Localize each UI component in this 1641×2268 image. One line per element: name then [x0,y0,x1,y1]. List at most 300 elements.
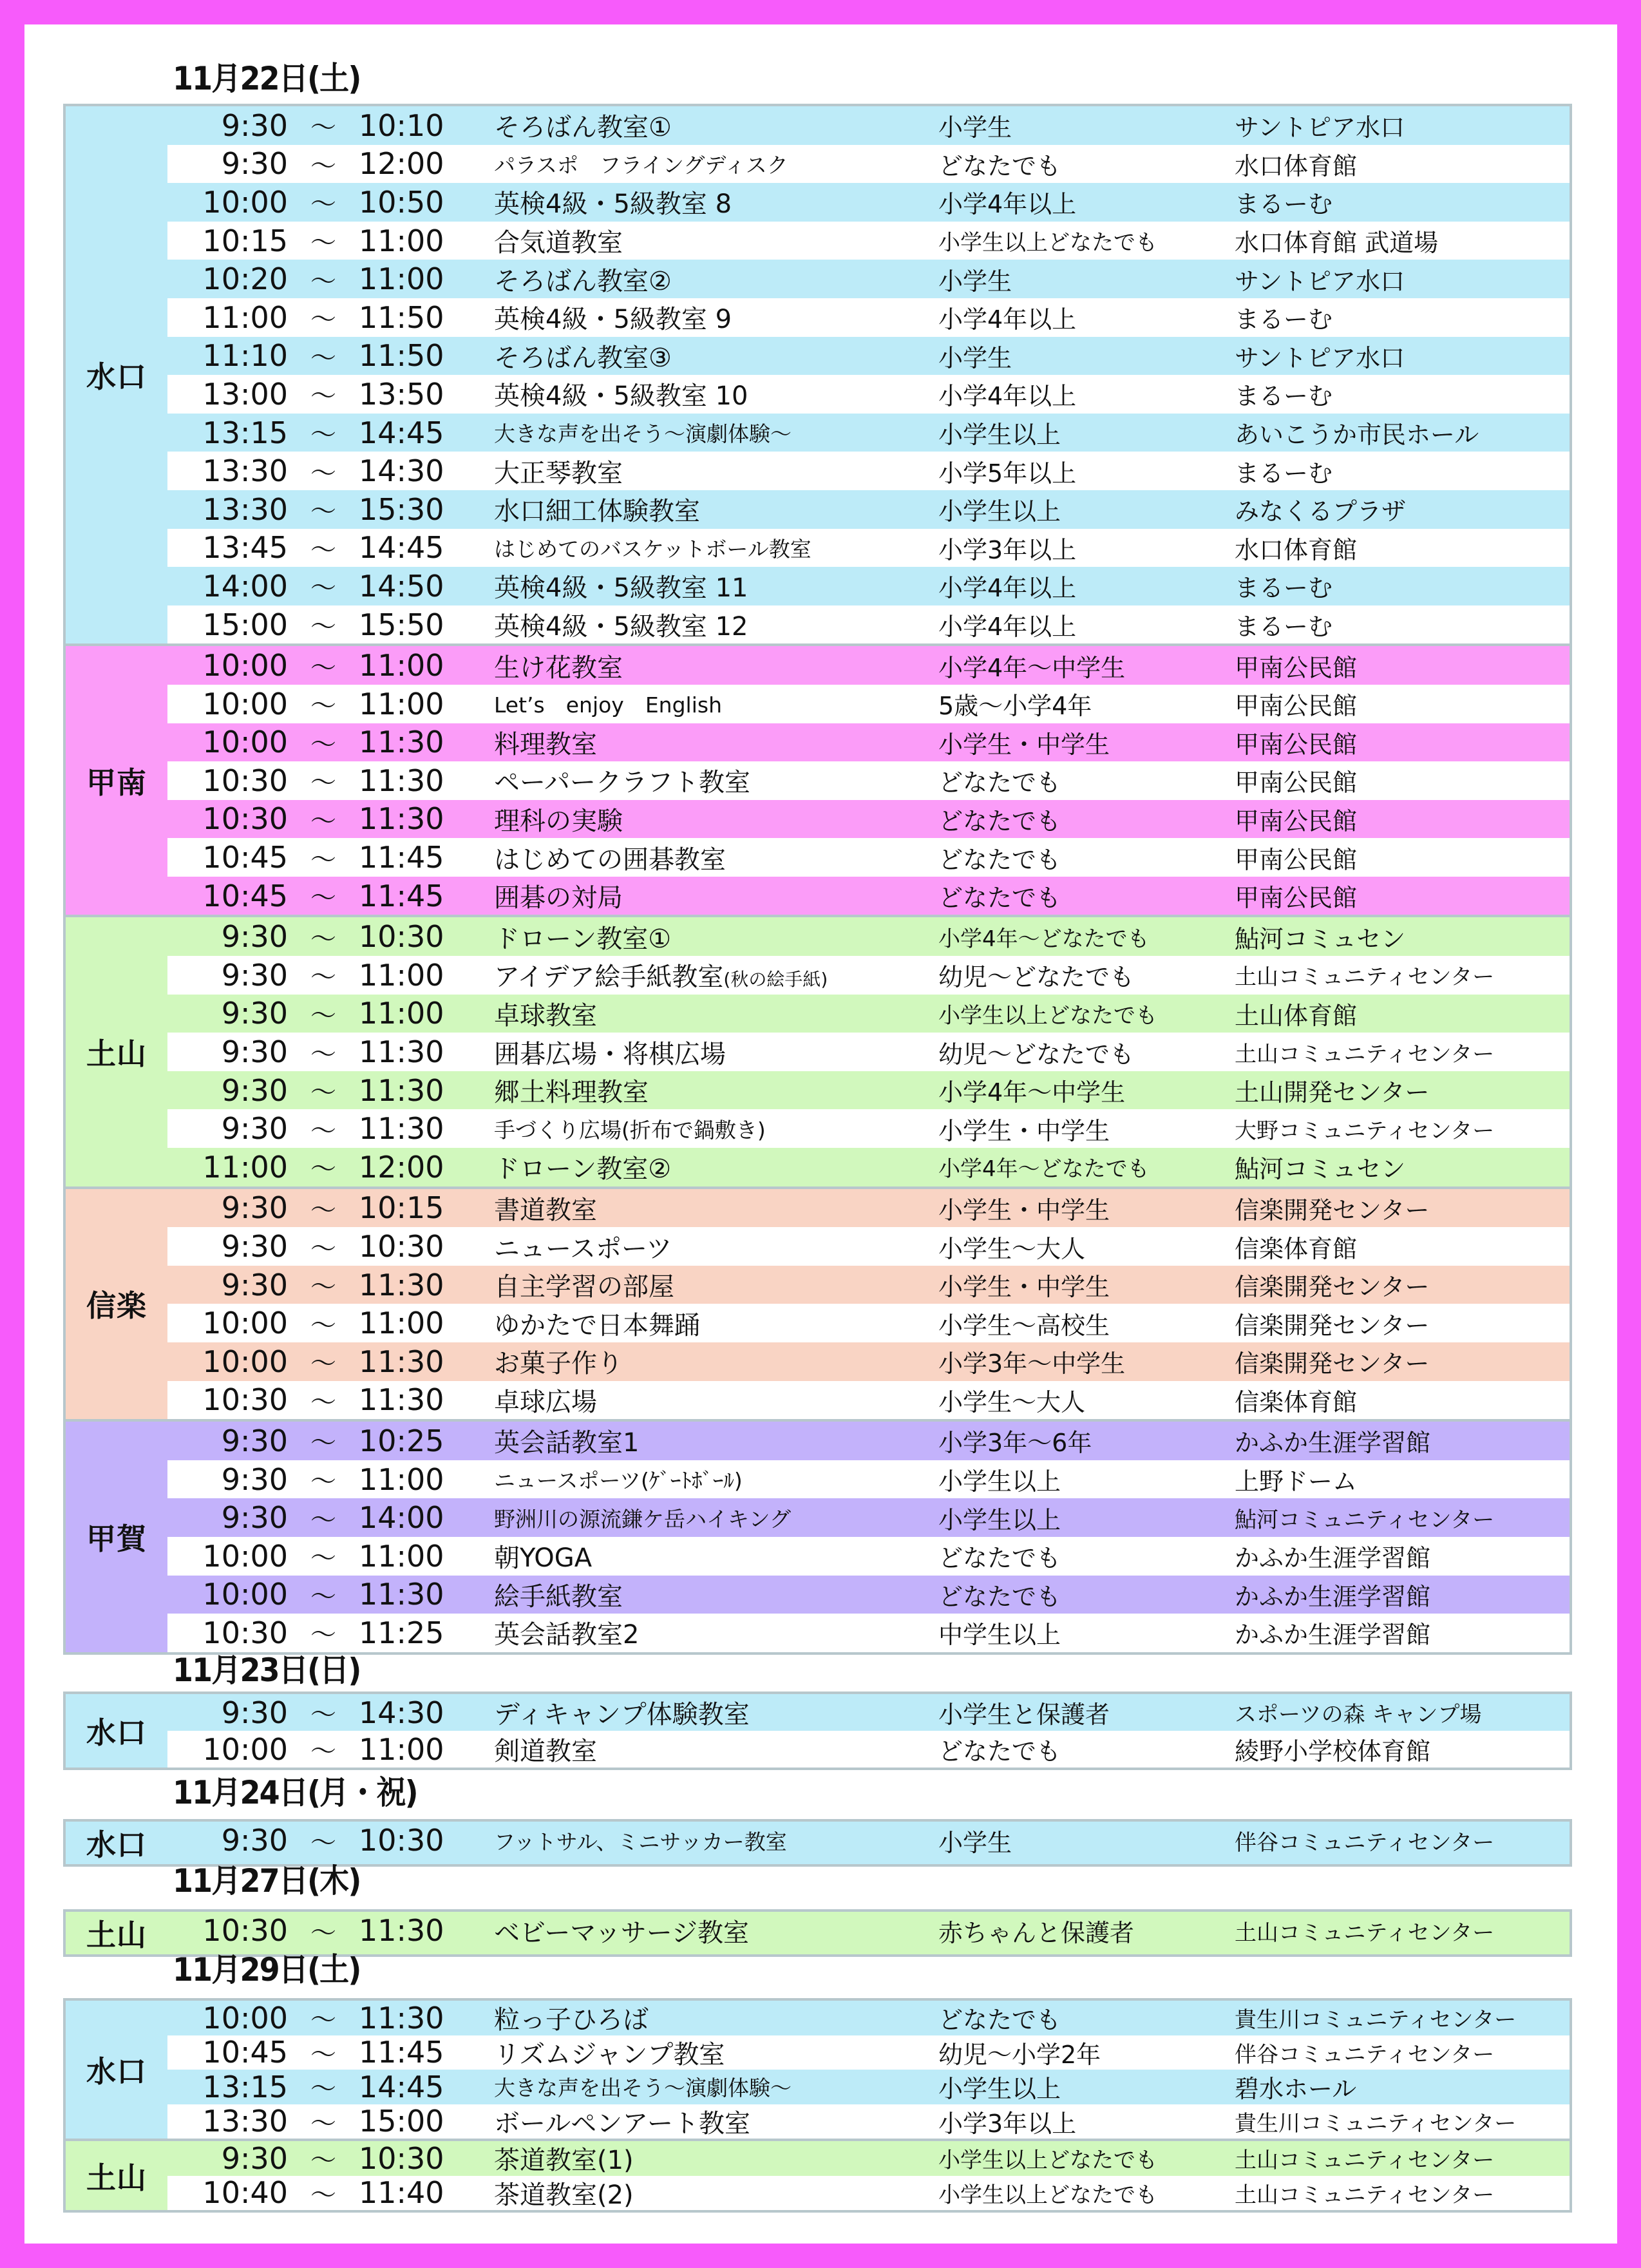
end-time: 11:30 [359,1111,444,1147]
schedule-table-day-1 [63,104,1572,1655]
target-audience: 小学3年～中学生 [938,1349,1126,1378]
end-time: 11:45 [359,840,444,875]
target-audience: どなたでも [938,1544,1061,1573]
end-time: 11:30 [359,1267,444,1302]
end-time: 11:30 [359,1382,444,1418]
event-row [167,298,1570,337]
start-time: 9:30 [221,919,288,955]
region-group [66,2139,1570,2210]
venue: 伴谷コミュニティセンター [1235,1829,1495,1856]
start-time: 11:00 [202,1149,288,1185]
program-name [494,2072,792,2102]
program-name [494,1072,649,1109]
program-name-text: 囲碁広場・将棋広場 [494,1039,726,1069]
start-time: 10:30 [202,1913,288,1948]
time-separator: ～ [310,1039,336,1069]
target-audience: 小学生 [938,113,1012,142]
time-separator: ～ [310,844,336,875]
start-time: 9:30 [221,1072,288,1108]
venue: 甲南公民館 [1235,653,1358,682]
event-row [167,685,1570,723]
start-time: 9:30 [221,1500,288,1536]
event-row [167,1731,1570,1768]
time-separator: ～ [310,1078,336,1108]
program-name-text: お菓子作り [494,1349,623,1379]
program-name-text: そろばん教室① [494,113,672,143]
program-name [494,1538,592,1574]
program-name [494,1999,649,2036]
start-time: 10:45 [202,840,288,875]
start-time: 9:30 [221,108,288,143]
time-separator: ～ [310,1349,336,1379]
end-time: 14:45 [359,530,444,566]
start-time: 10:00 [202,184,288,220]
program-name [494,801,623,837]
venue: まるーむ [1235,382,1333,411]
time-separator: ～ [310,1000,336,1031]
program-name-text: ゆかたで日本舞踊 [494,1310,700,1340]
program-name-text: 料理教室 [494,729,597,759]
day-title: 11月23日(日) [173,1652,361,1689]
target-audience: 小学3年～6年 [938,1429,1092,1458]
event-rows [167,106,1570,643]
start-time: 10:40 [202,2175,288,2211]
time-separator: ～ [310,2039,336,2070]
start-time: 10:20 [202,262,288,297]
start-time: 9:30 [221,1229,288,1264]
start-time: 9:30 [221,1111,288,1147]
program-name [494,107,672,144]
event-row [167,761,1570,800]
venue: かふか生涯学習館 [1235,1544,1431,1573]
program-name-text: そろばん教室② [494,266,672,296]
time-separator: ～ [310,768,336,798]
start-time: 10:00 [202,2000,288,2035]
start-time: 10:45 [202,2035,288,2070]
program-name [494,1731,597,1768]
venue: まるーむ [1235,459,1333,488]
target-audience: 小学生と保護者 [938,1701,1110,1729]
program-name [494,1576,623,1613]
event-row [167,452,1570,490]
program-name-text: リズムジャンプ教室 [494,2039,725,2070]
end-time: 11:00 [359,223,444,258]
end-time: 15:00 [359,2104,444,2139]
venue: 鮎河コミュニティセンター [1235,1507,1495,1533]
program-name-text: 絵手紙教室 [494,1581,623,1612]
time-separator: ～ [310,1918,336,1948]
target-audience: 小学生以上どなたでも [938,1002,1157,1029]
start-time: 13:45 [202,530,288,566]
day-title: 11月29日(土) [173,1951,361,1988]
end-time: 10:50 [359,184,444,220]
region-label: 土山 [86,2160,147,2195]
venue: 甲南公民館 [1235,806,1358,835]
program-name [494,1694,750,1731]
end-time: 10:30 [359,1229,444,1264]
program-name [494,2140,634,2177]
program-name-text: 理科の実験 [494,806,623,836]
event-row [167,1912,1570,1949]
venue: 水口体育館 [1235,151,1358,180]
event-row [167,183,1570,222]
end-time: 12:00 [359,146,444,182]
start-time: 13:30 [202,491,288,527]
event-row [167,917,1570,956]
event-row [167,2001,1570,2035]
program-name [494,1825,787,1856]
program-name-note: (秋の絵手紙) [723,969,828,991]
time-separator: ～ [310,1428,336,1458]
target-audience: 小学生 [938,267,1012,296]
event-row [167,1071,1570,1110]
time-separator: ～ [310,228,336,258]
day-title: 11月27日(木) [173,1862,361,1900]
program-name [494,689,722,719]
venue: まるーむ [1235,305,1333,334]
venue: 信楽開発センター [1235,1349,1430,1378]
program-name [494,1034,726,1071]
start-time: 13:15 [202,2069,288,2104]
event-row [167,800,1570,839]
venue: 上野ドーム [1235,1467,1358,1496]
event-row [167,567,1570,605]
target-audience: どなたでも [938,768,1061,797]
program-name-text: フットサル、ミニサッカー教室 [494,1829,787,1854]
time-separator: ～ [310,1700,336,1730]
time-separator: ～ [310,1272,336,1302]
time-separator: ～ [310,883,336,913]
start-time: 9:30 [221,957,288,993]
event-row [167,1460,1570,1499]
event-row [167,2104,1570,2139]
program-name [494,222,623,259]
end-time: 15:30 [359,491,444,527]
end-time: 14:00 [359,1500,444,1536]
program-name-text: アイデア絵手紙教室 [494,962,724,993]
target-audience: 幼児～どなたでも [938,1040,1135,1069]
target-audience: 小学生以上どなたでも [938,230,1157,256]
start-time: 10:00 [202,1577,288,1612]
end-time: 11:00 [359,1731,444,1767]
program-name-text: 合気道教室 [494,228,623,258]
start-time: 10:45 [202,878,288,913]
program-name-text: ドローン教室① [494,924,672,954]
program-name [494,995,597,1032]
venue: かふか生涯学習館 [1235,1582,1431,1611]
venue: まるーむ [1235,190,1333,219]
program-name [494,1382,597,1418]
target-audience: 小学生～大人 [938,1387,1086,1416]
program-name-text: 英検4級・5級教室 11 [494,573,748,604]
start-time: 10:00 [202,1306,288,1341]
program-name-text: 英検4級・5級教室 8 [494,189,732,220]
target-audience: どなたでも [938,884,1061,913]
event-rows [167,646,1570,915]
time-separator: ～ [310,1543,336,1574]
time-separator: ～ [310,2005,336,2035]
target-audience: 小学生～高校生 [938,1311,1110,1340]
schedule-table-day-4 [63,1909,1572,1957]
event-row [167,414,1570,452]
target-audience: どなたでも [938,1582,1061,1611]
program-name-text: ベビーマッサージ教室 [494,1918,749,1948]
program-name-text: ニュースポーツ(ｹﾞｰﾄﾎﾞｰﾙ) [494,1468,743,1494]
target-audience: 小学3年以上 [938,2109,1077,2138]
event-rows [167,1822,1570,1864]
end-time: 11:00 [359,648,444,683]
program-name-text: ボールペンアート教室 [494,2108,750,2139]
program-name [494,839,726,876]
time-separator: ～ [310,189,336,220]
target-audience: 小学4年以上 [938,305,1077,334]
end-time: 10:30 [359,919,444,955]
schedule-table-day-3 [63,1819,1572,1867]
start-time: 13:30 [202,2104,288,2139]
start-time: 9:30 [221,1423,288,1458]
end-time: 11:00 [359,1462,444,1497]
program-name-text: 野洲川の源流鎌ケ岳ハイキング [494,1506,792,1532]
program-name [494,606,748,643]
venue: 鮎河コミュセン [1235,1155,1406,1184]
start-time: 10:00 [202,1538,288,1574]
program-name [494,1228,672,1265]
target-audience: 小学生 [938,343,1012,372]
end-time: 11:45 [359,878,444,913]
region-group [66,1822,1570,1864]
time-separator: ～ [310,343,336,373]
target-audience: どなたでも [938,1737,1061,1766]
time-separator: ～ [310,420,336,450]
program-name-text: 囲碁の対局 [494,883,623,913]
time-separator: ～ [310,305,336,335]
target-audience: 小学4年以上 [938,574,1077,603]
venue: かふか生涯学習館 [1235,1621,1431,1650]
program-name [494,2175,634,2211]
program-name-text: 茶道教室(1) [494,2146,634,2176]
program-name [494,1614,639,1651]
region-label: 信楽 [86,1288,147,1324]
event-row [167,490,1570,529]
end-time: 11:00 [359,262,444,297]
start-time: 9:30 [221,2140,288,2176]
program-name-text: 郷土料理教室 [494,1078,649,1108]
end-time: 11:40 [359,2175,444,2211]
region-group [66,2001,1570,2139]
end-time: 14:45 [359,2069,444,2104]
region-label: 水口 [86,1715,147,1750]
time-separator: ～ [310,806,336,836]
venue: 貴生川コミュニティセンター [1235,2110,1517,2137]
event-row [167,2176,1570,2211]
end-time: 11:30 [359,763,444,798]
target-audience: 小学生～大人 [938,1234,1086,1263]
target-audience: 赤ちゃんと保護者 [938,1918,1135,1947]
target-audience: 小学4年～どなたでも [938,1156,1150,1183]
venue: まるーむ [1235,613,1333,642]
program-name-text: 水口細工体験教室 [494,497,700,527]
start-time: 9:30 [221,1267,288,1302]
event-rows [167,2141,1570,2210]
event-row [167,605,1570,644]
program-name [494,261,672,298]
venue: 伴谷コミュニティセンター [1235,2041,1495,2068]
event-row [167,375,1570,414]
event-row [167,1422,1570,1460]
venue: サントピア水口 [1235,343,1405,372]
program-name [494,1114,766,1144]
program-name [494,453,623,490]
event-row [167,956,1570,995]
venue: サントピア水口 [1235,267,1405,296]
end-time: 11:30 [359,1072,444,1108]
program-name [494,2103,750,2140]
event-row [167,1822,1570,1859]
time-separator: ～ [310,729,336,759]
program-name [494,1266,674,1303]
event-row [167,877,1570,915]
target-audience: 小学生以上 [938,1505,1061,1534]
end-time: 11:00 [359,686,444,721]
program-name [494,1912,749,1949]
start-time: 10:00 [202,725,288,760]
program-name-text: 手づくり広場(折布で鍋敷き) [494,1117,766,1143]
start-time: 11:10 [202,338,288,374]
program-name [494,762,750,799]
start-time: 10:30 [202,801,288,837]
program-name-text: ニュースポーツ [494,1234,672,1264]
target-audience: 小学生以上 [938,497,1061,526]
region-label: 水口 [86,2054,147,2089]
time-separator: ～ [310,151,336,181]
time-separator: ～ [310,497,336,527]
schedule-table-day-5 [63,1998,1572,2213]
venue: 土山コミュニティセンター [1235,1041,1495,1067]
time-separator: ～ [310,1505,336,1535]
region-label: 水口 [86,359,147,395]
start-time: 9:30 [221,146,288,182]
target-audience: 小学生以上どなたでも [938,2148,1157,2174]
start-time: 15:00 [202,607,288,642]
target-audience: 小学生・中学生 [938,1196,1110,1225]
event-row [167,106,1570,145]
event-row [167,1498,1570,1537]
end-time: 11:00 [359,1306,444,1341]
target-audience: 小学生以上 [938,2075,1061,2104]
event-row [167,1227,1570,1266]
program-name [494,376,748,412]
start-time: 9:30 [221,1190,288,1226]
program-name-text: 自主学習の部屋 [494,1272,674,1302]
venue: 甲南公民館 [1235,884,1358,913]
target-audience: 小学生以上 [938,421,1061,450]
time-separator: ～ [310,2146,336,2176]
end-time: 14:45 [359,415,444,450]
program-name [494,533,811,563]
end-time: 11:00 [359,996,444,1031]
end-time: 11:45 [359,2035,444,2070]
target-audience: 小学生・中学生 [938,730,1110,759]
venue: スポーツの森 キャンプ場 [1235,1702,1482,1728]
target-audience: 小学生 [938,1828,1012,1857]
start-time: 10:15 [202,223,288,258]
target-audience: 小学4年～中学生 [938,653,1126,682]
program-name-text: 大きな声を出そう～演劇体験～ [494,421,792,447]
day-title: 11月24日(月・祝) [173,1774,417,1811]
start-time: 10:30 [202,1615,288,1650]
event-row [167,646,1570,685]
end-time: 14:50 [359,568,444,604]
target-audience: 小学3年以上 [938,535,1077,564]
target-audience: どなたでも [938,151,1061,180]
time-separator: ～ [310,1195,336,1225]
venue: 甲南公民館 [1235,768,1358,797]
event-rows [167,1189,1570,1420]
time-separator: ～ [310,2074,336,2104]
venue: 信楽開発センター [1235,1273,1430,1302]
venue: 土山体育館 [1235,1001,1358,1030]
program-name-text: 卓球広場 [494,1387,597,1417]
start-time: 14:00 [202,568,288,604]
end-time: 10:10 [359,108,444,143]
time-separator: ～ [310,458,336,488]
program-name-text: 卓球教室 [494,1000,597,1031]
time-separator: ～ [310,1234,336,1264]
end-time: 11:30 [359,1913,444,1948]
end-time: 11:30 [359,725,444,760]
schedule-table-day-2 [63,1691,1572,1770]
venue: 綾野小学校体育館 [1235,1737,1431,1766]
event-row [167,1304,1570,1342]
venue: 水口体育館 [1235,535,1358,564]
program-name-text: Let’s enjoy English [494,692,722,718]
program-name [494,1148,671,1185]
program-name [494,724,597,761]
program-name [494,957,828,993]
event-row [167,995,1570,1033]
venue: 甲南公民館 [1235,845,1358,874]
event-row [167,1148,1570,1186]
time-separator: ～ [310,1116,336,1146]
start-time: 10:00 [202,648,288,683]
end-time: 14:30 [359,453,444,489]
event-rows [167,1694,1570,1768]
end-time: 14:30 [359,1695,444,1730]
program-name [494,417,792,448]
venue: 信楽開発センター [1235,1196,1430,1225]
end-time: 11:00 [359,957,444,993]
venue: かふか生涯学習館 [1235,1429,1431,1458]
program-name-text: 生け花教室 [494,653,623,683]
program-name-text: 書道教室 [494,1195,597,1225]
start-time: 10:30 [202,763,288,798]
start-time: 9:30 [221,1462,288,1497]
venue: 土山コミュニティセンター [1235,964,1495,991]
event-row [167,337,1570,376]
program-name [494,2034,725,2071]
end-time: 11:30 [359,2000,444,2035]
venue: まるーむ [1235,574,1333,603]
end-time: 10:25 [359,1423,444,1458]
program-name-text: はじめてのバスケットボール教室 [494,536,811,562]
target-audience: 幼児～どなたでも [938,963,1135,992]
end-time: 15:50 [359,607,444,642]
region-label: 土山 [86,1918,147,1952]
program-name [494,1464,743,1494]
program-name-text: はじめての囲碁教室 [494,844,726,875]
end-time: 11:30 [359,1577,444,1612]
event-row [167,2070,1570,2104]
